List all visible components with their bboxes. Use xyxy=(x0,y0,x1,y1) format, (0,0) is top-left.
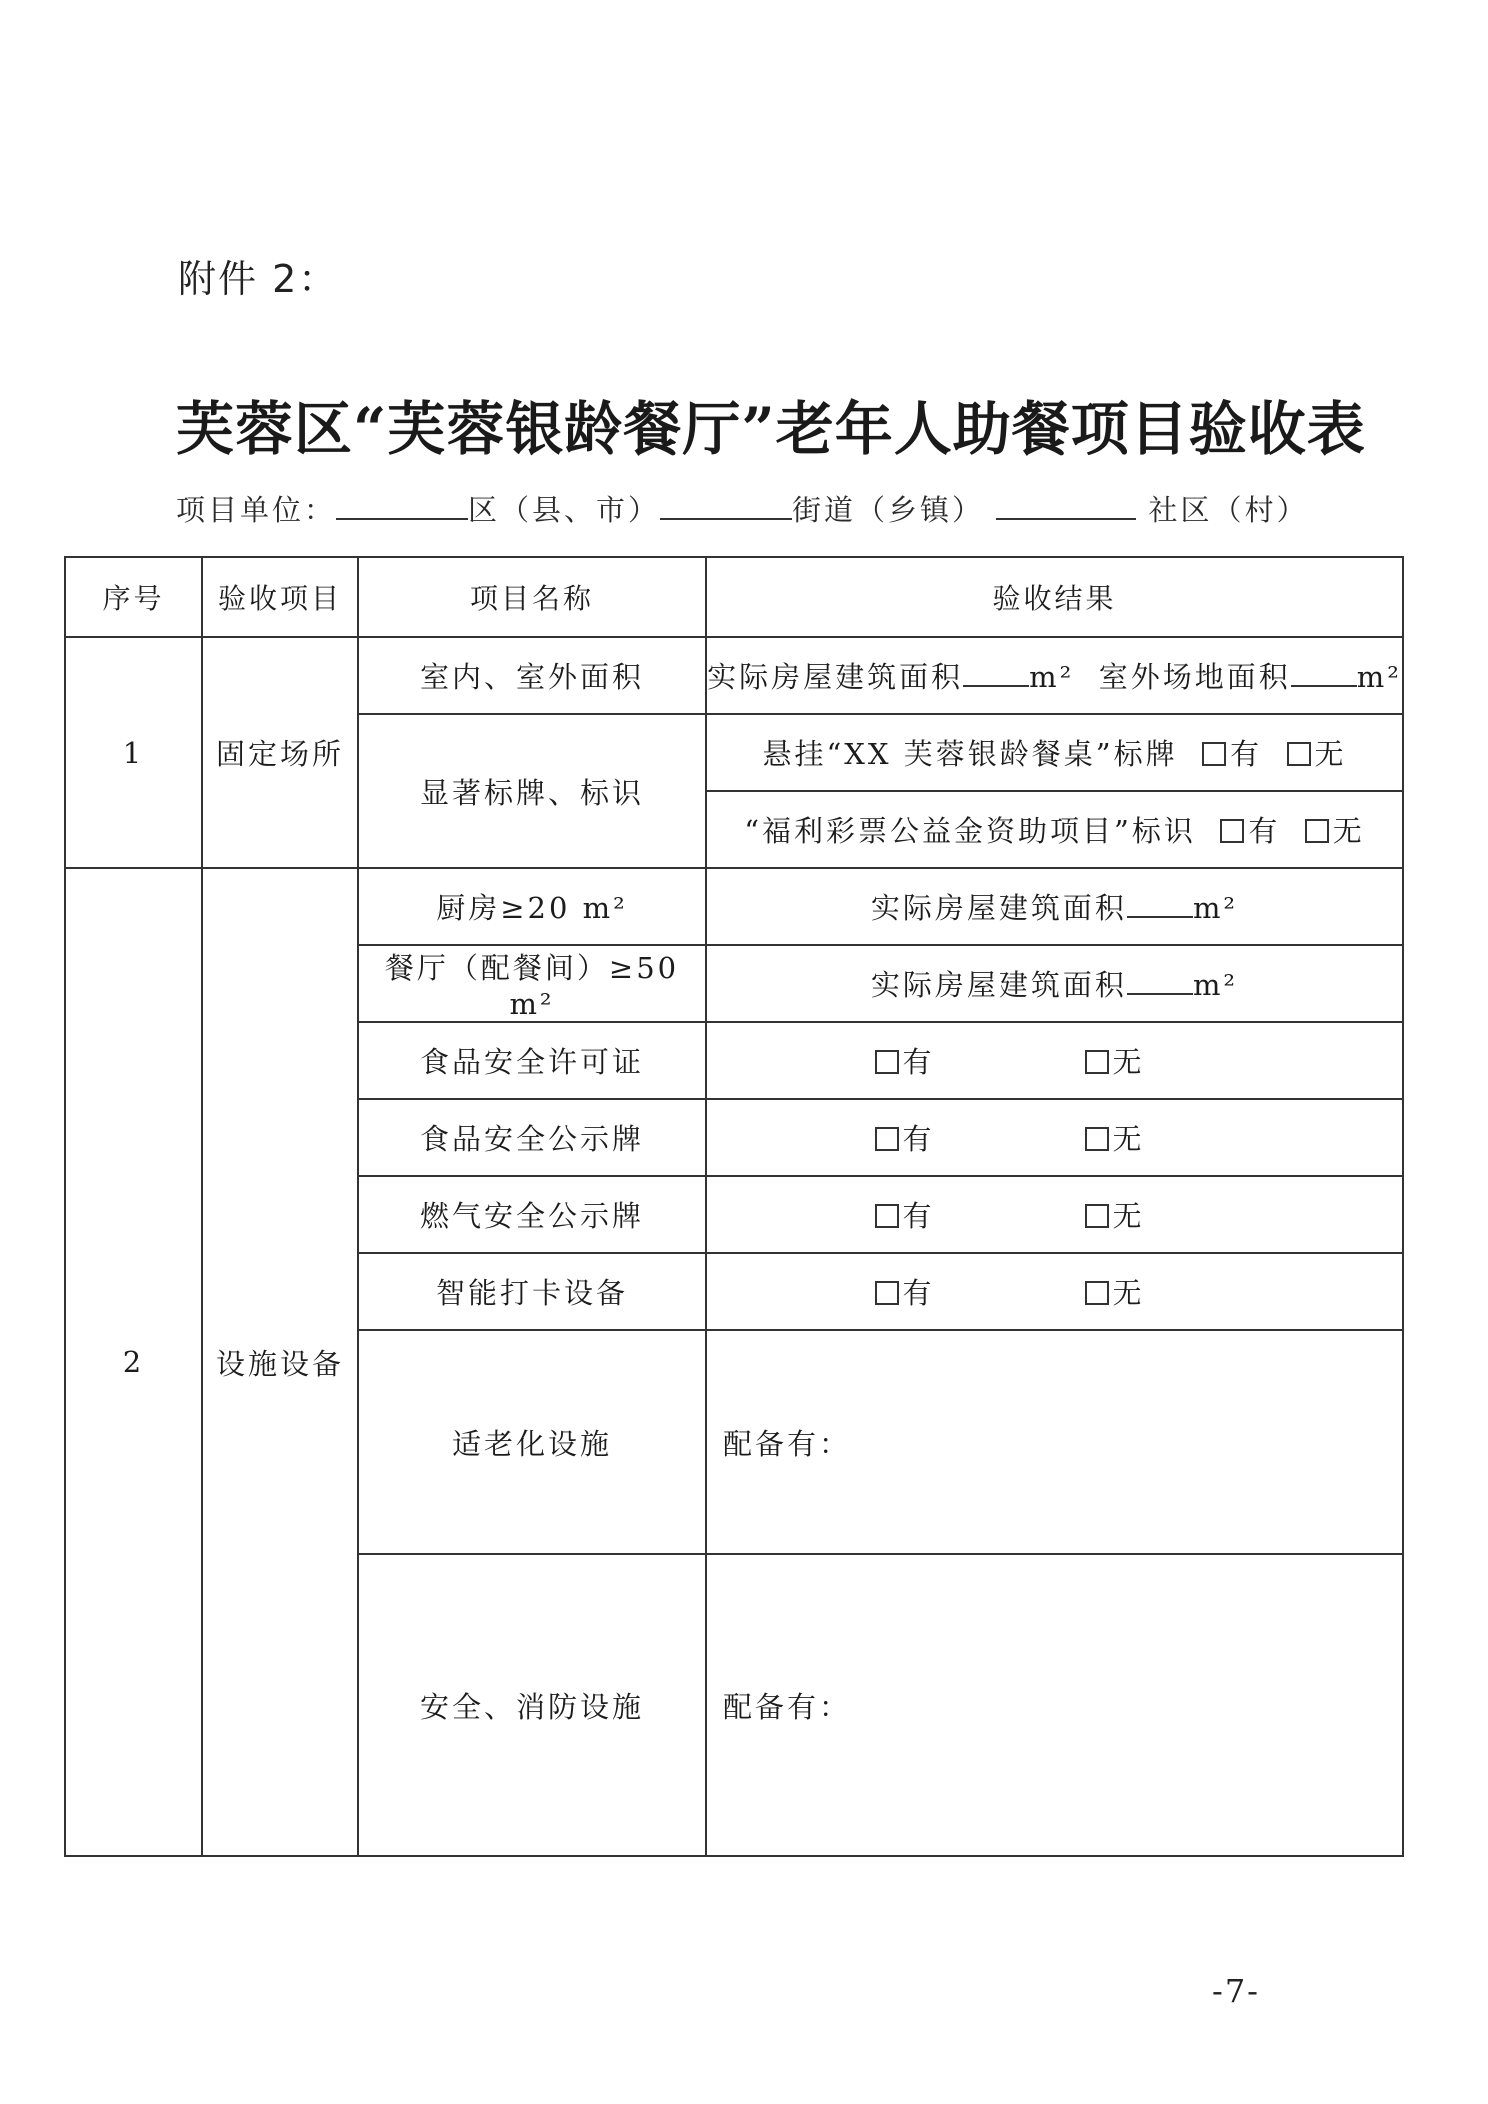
item-food-license: 食品安全许可证 xyxy=(358,1022,706,1099)
section2-no: 2 xyxy=(65,868,202,1856)
yes-label: 有 xyxy=(1230,737,1263,771)
item-fire: 安全、消防设施 xyxy=(358,1554,706,1856)
no-checkbox[interactable] xyxy=(1085,1127,1109,1151)
yes-checkbox[interactable] xyxy=(875,1281,899,1305)
result-fire[interactable] xyxy=(706,1554,1403,1856)
unit-m2: m² xyxy=(1029,660,1075,694)
no-label: 无 xyxy=(1112,1276,1145,1310)
yes-checkbox[interactable] xyxy=(875,1127,899,1151)
result-sign-2 xyxy=(706,791,1403,868)
form-title: 芙蓉区“芙蓉银龄餐厅”老年人助餐项目验收表 xyxy=(176,395,1366,463)
no-label: 无 xyxy=(1112,1199,1145,1233)
result-area-outdoor-label: 室外场地面积 xyxy=(1098,660,1291,694)
no-label: 无 xyxy=(1314,737,1347,771)
table-row xyxy=(65,637,1403,714)
section1-no: 1 xyxy=(65,637,202,868)
street-blank[interactable] xyxy=(660,492,792,520)
district-label: 区（县、市） xyxy=(468,493,661,527)
no-label: 无 xyxy=(1112,1122,1145,1156)
item-elderly: 适老化设施 xyxy=(358,1330,706,1554)
no-label: 无 xyxy=(1332,814,1365,848)
yes-checkbox[interactable] xyxy=(875,1050,899,1074)
community-blank[interactable] xyxy=(996,492,1136,520)
project-unit-line xyxy=(176,488,1326,529)
no-checkbox[interactable] xyxy=(1085,1050,1109,1074)
building-area-label: 实际房屋建筑面积 xyxy=(870,891,1127,925)
item-gas-notice: 燃气安全公示牌 xyxy=(358,1176,706,1253)
yes-label: 有 xyxy=(902,1045,935,1079)
sign1-label: 悬挂“XX 芙蓉银龄餐桌”标牌 xyxy=(762,737,1178,771)
result-food-notice xyxy=(706,1099,1403,1176)
attachment-label: 附件 2： xyxy=(178,257,339,301)
header-category: 验收项目 xyxy=(202,557,358,637)
district-blank[interactable] xyxy=(336,492,468,520)
equipped-label: 配备有： xyxy=(723,1689,852,1724)
yes-label: 有 xyxy=(902,1276,935,1310)
acceptance-table xyxy=(64,556,1404,1857)
yes-label: 有 xyxy=(902,1199,935,1233)
result-sign-1 xyxy=(706,714,1403,791)
yes-label: 有 xyxy=(1248,814,1281,848)
no-checkbox[interactable] xyxy=(1085,1204,1109,1228)
yes-checkbox[interactable] xyxy=(875,1204,899,1228)
result-dining xyxy=(706,945,1403,1022)
project-unit-prefix: 项目单位： xyxy=(176,493,337,527)
result-kitchen xyxy=(706,868,1403,945)
yes-checkbox[interactable] xyxy=(1220,819,1244,843)
no-checkbox[interactable] xyxy=(1305,819,1329,843)
item-kitchen: 厨房≥20 m² xyxy=(358,868,706,945)
header-item-name: 项目名称 xyxy=(358,557,706,637)
building-area-label: 实际房屋建筑面积 xyxy=(870,968,1127,1002)
no-label: 无 xyxy=(1112,1045,1145,1079)
item-clock-device: 智能打卡设备 xyxy=(358,1253,706,1330)
page-number: -7- xyxy=(1212,1972,1260,2010)
item-dining: 餐厅（配餐间）≥50 m² xyxy=(358,945,706,1022)
yes-checkbox[interactable] xyxy=(1202,742,1226,766)
table-header-row xyxy=(65,557,1403,637)
community-label: 社区（村） xyxy=(1148,493,1309,527)
item-sign: 显著标牌、标识 xyxy=(358,714,706,868)
unit-m2: m² xyxy=(1192,891,1239,925)
item-area: 室内、室外面积 xyxy=(358,637,706,714)
item-food-notice: 食品安全公示牌 xyxy=(358,1099,706,1176)
outdoor-area-blank[interactable] xyxy=(1291,661,1357,687)
table-row xyxy=(65,868,1403,945)
sign2-label: “福利彩票公益金资助项目”标识 xyxy=(744,814,1196,848)
result-gas-notice xyxy=(706,1176,1403,1253)
no-checkbox[interactable] xyxy=(1085,1281,1109,1305)
result-food-license xyxy=(706,1022,1403,1099)
result-area xyxy=(706,637,1403,714)
result-area-building-label: 实际房屋建筑面积 xyxy=(707,660,964,694)
kitchen-area-blank[interactable] xyxy=(1127,892,1193,918)
header-no: 序号 xyxy=(65,557,202,637)
unit-m2: m² xyxy=(1192,968,1239,1002)
section2-category: 设施设备 xyxy=(202,868,358,1856)
building-area-blank[interactable] xyxy=(963,661,1029,687)
result-elderly[interactable] xyxy=(706,1330,1403,1554)
street-label: 街道（乡镇） xyxy=(792,493,985,527)
dining-area-blank[interactable] xyxy=(1127,969,1193,995)
yes-label: 有 xyxy=(902,1122,935,1156)
unit-m2: m² xyxy=(1356,660,1402,694)
section1-category: 固定场所 xyxy=(202,637,358,868)
result-clock-device xyxy=(706,1253,1403,1330)
no-checkbox[interactable] xyxy=(1287,742,1311,766)
header-result: 验收结果 xyxy=(706,557,1403,637)
equipped-label: 配备有： xyxy=(723,1426,852,1461)
